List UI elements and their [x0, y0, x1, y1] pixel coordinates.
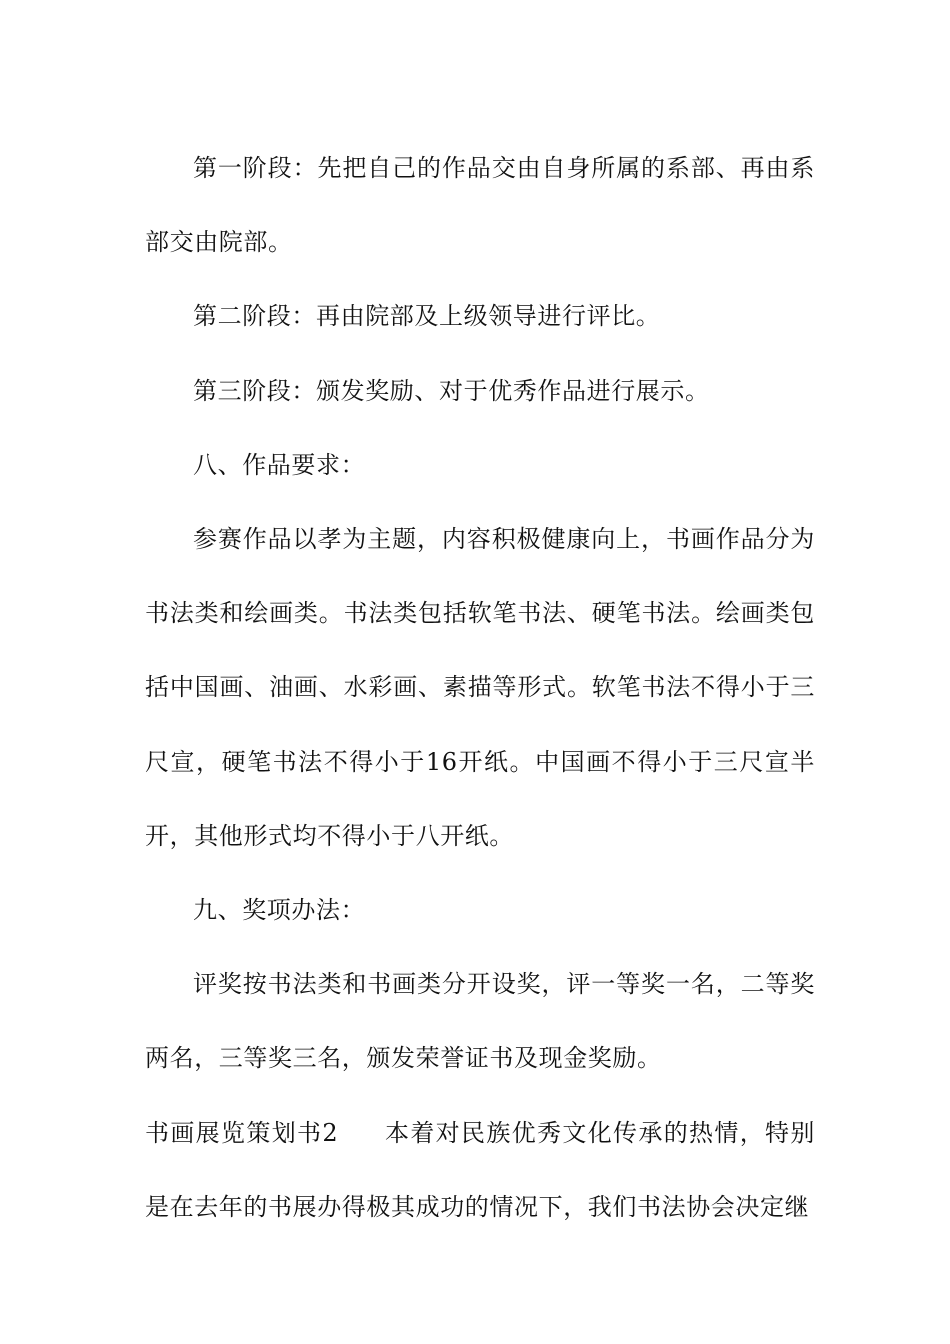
document-body	[145, 131, 815, 1244]
section-title: 书画展览策划书2	[145, 1118, 339, 1147]
heading-work-requirements: 八、作品要求：	[193, 450, 366, 479]
paragraph-award-rules: 评奖按书法类和书画类分开设奖，评一等奖一名，二等奖两名，三等奖三名，颁发荣誉证书及现金奖励。	[145, 970, 815, 1073]
heading-award-rules: 九、奖项办法：	[193, 896, 366, 925]
paragraph-stage-two: 第二阶段：再由院部及上级领导进行评比。	[193, 302, 661, 331]
paragraph-stage-one: 第一阶段：先把自己的作品交由自身所属的系部、再由系部交由院部。	[145, 154, 815, 257]
paragraph-work-requirements: 参赛作品以孝为主题，内容积极健康向上，书画作品分为书法类和绘画类。书法类包括软笔书法、硬笔书法。绘画类包括中国画、油画、水彩画、素描等形式。软笔书法不得小于三尺宣，硬笔书法不得小于16开纸。中国画不得小于三尺宣半开，其他形式均不得小于八开纸。	[145, 525, 815, 850]
paragraph-stage-three: 第三阶段：颁发奖励、对于优秀作品进行展示。	[193, 376, 710, 405]
paragraph-section-two	[145, 1096, 815, 1244]
section-lead-text: 本着对民族优秀文化传承的热情，特别是在去年的书展办得极其成功的情况下，我们书法协会决定继	[145, 1118, 815, 1221]
